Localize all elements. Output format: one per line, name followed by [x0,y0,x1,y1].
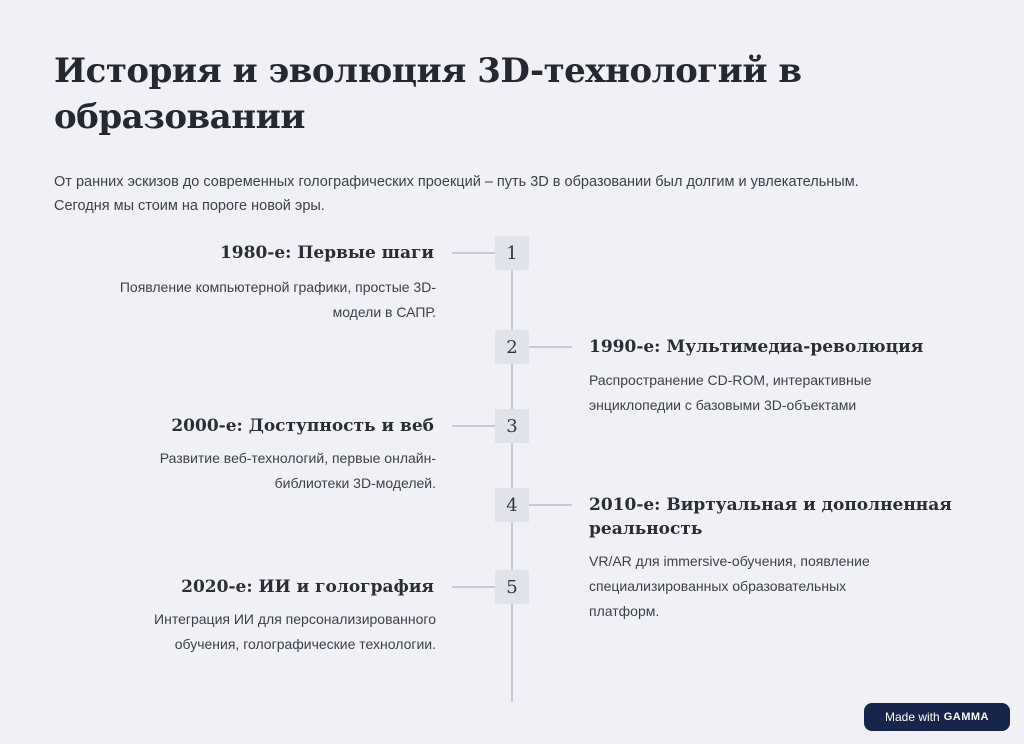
page-subtitle [54,170,984,218]
desc-line: модели в САПР. [332,304,436,320]
subtitle-line: Сегодня мы стоим на пороге новой эры. [54,198,325,214]
timeline-marker-4: 4 [495,488,529,522]
timeline-marker-1: 1 [495,236,529,270]
desc-line: платформ. [589,603,660,619]
timeline-desc-4 [589,549,870,624]
timeline-connector [528,504,572,506]
timeline-connector [528,346,572,348]
timeline-heading-3: 2000-е: Доступность и веб [171,416,434,436]
heading-line: реальность [589,519,703,539]
made-with-gamma-badge[interactable] [864,703,1010,731]
badge-prefix: Made with [885,710,940,724]
timeline-desc-5 [154,607,436,657]
page-title: История и эволюция 3D-технологий в образовании [54,51,802,137]
heading-line: 2010-е: Виртуальная и дополненная [589,495,952,515]
desc-line: обучения, голографические технологии. [174,636,436,652]
desc-line: Распространение CD-ROM, интерактивные [589,372,872,388]
desc-line: энциклопедии с базовыми 3D-объектами [589,397,857,413]
timeline-heading-4 [589,493,952,541]
desc-line: Развитие веб-технологий, первые онлайн- [159,450,436,466]
timeline-desc-1 [120,275,436,325]
desc-line: VR/AR для immersive-обучения, появление [589,553,870,569]
timeline-connector [452,425,496,427]
timeline-desc-2 [589,368,872,418]
timeline-connector [452,586,496,588]
desc-line: специализированных образовательных [589,578,847,594]
timeline-heading-1: 1980-е: Первые шаги [219,243,434,263]
subtitle-line: От ранних эскизов до современных голографических проекций – путь 3D в образовании был долгим и увлекательным. [54,174,859,190]
timeline-desc-3 [160,446,436,496]
timeline-connector [452,252,496,254]
timeline-axis [511,252,513,702]
desc-line: Интеграция ИИ для персонализированного [154,611,436,627]
timeline-marker-3: 3 [495,409,529,443]
desc-line: Появление компьютерной графики, простые 3D- [119,279,436,295]
timeline-heading-2: 1990-е: Мультимедиа-революция [589,337,924,357]
timeline-heading-5: 2020-е: ИИ и голография [181,577,434,597]
desc-line: библиотеки 3D-моделей. [274,475,436,491]
timeline-marker-5: 5 [495,570,529,604]
gamma-logo: GAMMA [943,711,989,723]
timeline-marker-2: 2 [495,330,529,364]
